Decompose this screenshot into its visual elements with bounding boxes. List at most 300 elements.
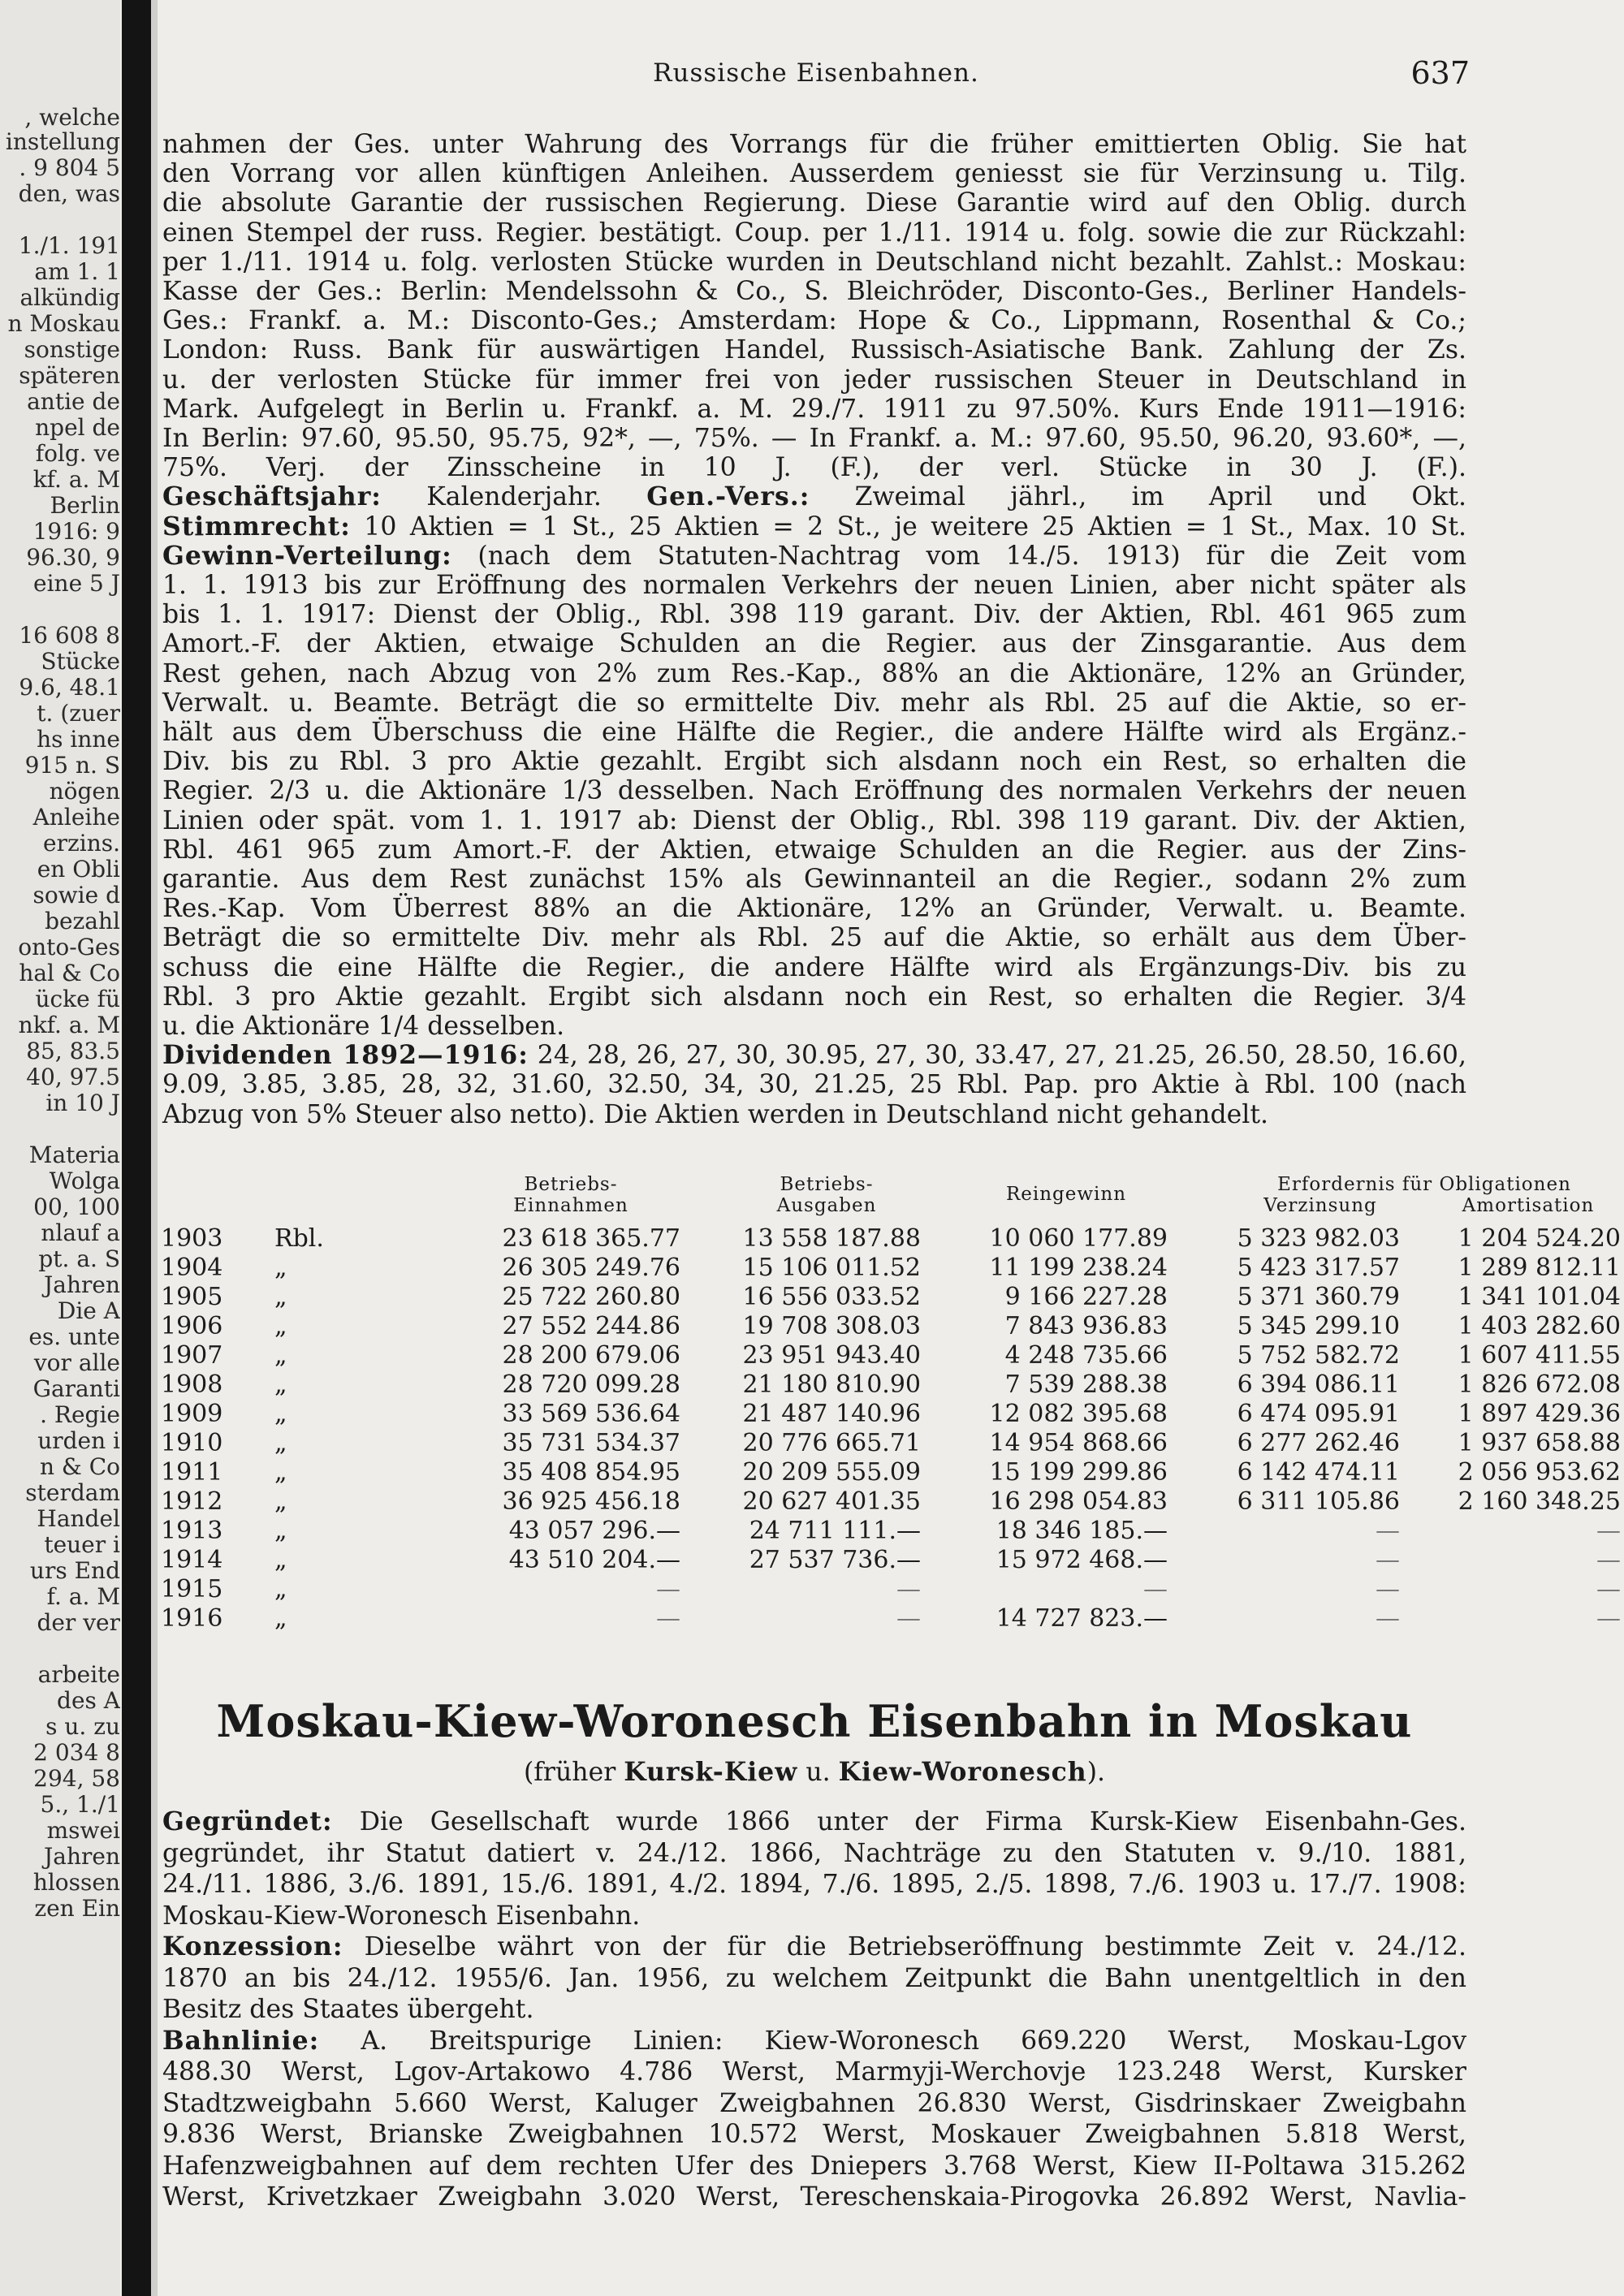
- table-cell-ausgaben: 20 776 665.71: [742, 1429, 921, 1457]
- table-cell-unit: „: [274, 1575, 287, 1603]
- line-text: 10 Aktien = 1 St., 25 Aktien = 2 St., je weitere 25 Aktien = 1 St., Max. 10 St.: [350, 511, 1466, 542]
- table-cell-ausgaben: 27 537 736.—: [749, 1546, 921, 1574]
- margin-fragment: instellung: [5, 128, 120, 155]
- table-cell-einnahmen: —: [656, 1575, 680, 1603]
- table-cell-year: 1903: [161, 1224, 223, 1253]
- table-row: [161, 1487, 1621, 1517]
- table-cell-verzinsung: 6 474 095.91: [1237, 1400, 1400, 1428]
- text-line: [162, 1041, 1466, 1070]
- line-text: Beträgt die so ermittelte Div. mehr als Rbl. 25 auf die Aktie, so erhält aus dem Über-: [162, 923, 1466, 953]
- line-text: Die Gesellschaft wurde 1866 unter der Firma Kursk-Kiew Eisenbahn-Ges.: [332, 1807, 1466, 1836]
- table-cell-amortisation: 1 897 429.36: [1458, 1400, 1621, 1428]
- section-title: Moskau-Kiew-Woronesch Eisenbahn in Moskau: [216, 1695, 1413, 1747]
- text-line: [162, 835, 1466, 865]
- line-text: Ges.: Frankf. a. M.: Disconto-Ges.; Amsterdam: Hope & Co., Lippmann, Rosenthal & Co.;: [162, 306, 1466, 336]
- table-cell-year: 1907: [161, 1341, 223, 1370]
- text-line: [162, 365, 1466, 395]
- table-cell-einnahmen: 27 552 244.86: [502, 1312, 680, 1340]
- line-text: Verwalt. u. Beamte. Beträgt die so ermittelte Div. mehr als Rbl. 25 auf die Aktie, so er-: [162, 688, 1466, 718]
- table-cell-reingewinn: —: [1143, 1575, 1168, 1603]
- line-text: Zweimal jährl., im April und Okt.: [810, 482, 1466, 512]
- margin-fragment: 294, 58: [33, 1765, 120, 1792]
- margin-fragment: folg. ve: [35, 440, 120, 467]
- line-text: Besitz des Staates übergeht.: [162, 1995, 534, 2024]
- text-line: [162, 482, 1466, 511]
- table-cell-unit: „: [274, 1604, 287, 1633]
- margin-fragment: bezahl: [45, 908, 120, 934]
- table-cell-reingewinn: 15 199 299.86: [989, 1458, 1168, 1487]
- table-cell-amortisation: —: [1596, 1575, 1621, 1603]
- margin-fragment: Garanti: [32, 1375, 120, 1402]
- table-cell-year: 1904: [161, 1254, 223, 1282]
- table-cell-reingewinn: 10 060 177.89: [989, 1224, 1168, 1253]
- line-text: garantie. Aus dem Rest zunächst 15% als Gewinnanteil an die Regier., sodann 2% zum: [162, 865, 1466, 894]
- text-line: [162, 776, 1466, 805]
- field-label: Gewinn-Verteilung:: [162, 540, 452, 571]
- margin-fragment: . 9 804 5: [19, 154, 120, 181]
- margin-fragment: t. (zuer: [37, 700, 120, 727]
- column-header-line: Amortisation: [1462, 1195, 1595, 1216]
- text-line: [162, 1100, 1466, 1129]
- table-cell-year: 1910: [161, 1429, 223, 1457]
- subtitle-bold: Kursk-Kiew: [624, 1757, 798, 1787]
- margin-fragment: f. a. M: [46, 1583, 120, 1610]
- text-line: [162, 424, 1466, 453]
- text-line: [162, 1995, 1466, 2024]
- line-text: Linien oder spät. vom 1. 1. 1917 ab: Dienst der Oblig., Rbl. 398 119 garant. Div. der Aktien,: [162, 805, 1466, 835]
- column-header-line: Reingewinn: [1005, 1184, 1127, 1205]
- field-label: Gen.-Vers.:: [646, 481, 810, 512]
- line-text: A. Breitspurige Linien: Kiew-Woronesch 669.220 Werst, Moskau-Lgov: [319, 2026, 1466, 2056]
- column-header: [1216, 1195, 1424, 1216]
- text-line: [162, 923, 1466, 952]
- column-group-label: Erfordernis für Obligationen: [1277, 1174, 1571, 1195]
- table-cell-unit: „: [274, 1400, 287, 1428]
- column-header-group: [1216, 1174, 1624, 1195]
- table-cell-year: 1909: [161, 1400, 223, 1428]
- table-cell-verzinsung: 6 311 105.86: [1237, 1487, 1400, 1516]
- text-line: [162, 1070, 1466, 1099]
- table-cell-einnahmen: 33 569 536.64: [502, 1400, 680, 1428]
- line-text: 75%. Verj. der Zinsscheine in 10 J. (F.), der verl. Stücke in 30 J. (F.).: [162, 453, 1466, 483]
- line-text: Moskau-Kiew-Woronesch Eisenbahn.: [162, 1901, 641, 1931]
- text-line: [162, 1012, 1466, 1041]
- margin-fragment: am 1. 1: [34, 258, 120, 285]
- text-line: [162, 248, 1466, 277]
- field-label: Gegründet:: [162, 1806, 333, 1836]
- table-cell-year: 1908: [161, 1370, 223, 1399]
- table-cell-amortisation: —: [1596, 1604, 1621, 1633]
- table-row: [161, 1429, 1621, 1458]
- text-line: [162, 1807, 1466, 1836]
- text-line: [162, 600, 1466, 629]
- margin-fragment: mswei: [46, 1817, 120, 1844]
- table-row: [161, 1575, 1621, 1604]
- line-text: Amort.-F. der Aktien, etwaige Schulden an die Regier. aus der Zinsgarantie. Aus dem: [162, 629, 1466, 659]
- table-cell-einnahmen: 43 057 296.—: [508, 1517, 680, 1545]
- column-header-line: Betriebs-: [524, 1174, 618, 1195]
- line-text: 9.836 Werst, Brianske Zweigbahnen 10.572 Werst, Moskauer Zweigbahnen 5.818 Werst,: [162, 2120, 1466, 2149]
- table-cell-unit: „: [274, 1429, 287, 1457]
- margin-fragment: 00, 100: [33, 1193, 120, 1220]
- column-header: [1424, 1195, 1624, 1216]
- table-cell-amortisation: 1 607 411.55: [1458, 1341, 1621, 1370]
- margin-fragment: späteren: [19, 362, 120, 389]
- table-row: [161, 1370, 1621, 1400]
- margin-fragment: , welche: [24, 104, 120, 131]
- table-cell-reingewinn: 12 082 395.68: [989, 1400, 1168, 1428]
- section-subtitle: [162, 1757, 1466, 1787]
- table-cell-ausgaben: 15 106 011.52: [742, 1254, 921, 1282]
- line-text: Rest gehen, nach Abzug von 2% zum Res.-Kap., 88% an die Aktionäre, 12% an Gründer,: [162, 658, 1466, 688]
- line-text: Regier. 2/3 u. die Aktionäre 1/3 desselben. Nach Eröffnung des normalen Verkehrs der neuen: [162, 776, 1466, 806]
- field-label: Stimmrecht:: [162, 511, 351, 542]
- margin-fragment: des A: [57, 1687, 120, 1714]
- table-cell-ausgaben: 21 180 810.90: [742, 1370, 921, 1399]
- margin-fragment: hlossen: [32, 1869, 120, 1896]
- table-cell-unit: „: [274, 1341, 287, 1370]
- text-line: [162, 1932, 1466, 1962]
- margin-fragment: alkündig: [19, 284, 120, 311]
- line-text: 488.30 Werst, Lgov-Artakowo 4.786 Werst, Marmyji-Werchovje 123.248 Werst, Kursker: [162, 2057, 1466, 2087]
- table-cell-einnahmen: 35 408 854.95: [502, 1458, 680, 1487]
- table-cell-unit: „: [274, 1254, 287, 1282]
- table-cell-reingewinn: 7 843 936.83: [1004, 1312, 1168, 1340]
- text-line: [162, 335, 1466, 365]
- table-cell-einnahmen: 25 722 260.80: [502, 1283, 680, 1311]
- subtitle-text: (früher: [523, 1758, 624, 1787]
- line-text: einen Stempel der russ. Regier. bestätigt. Coup. per 1./11. 1914 u. folg. sowie die zur Rückzahl:: [162, 218, 1466, 248]
- column-header-line: Verzinsung: [1263, 1195, 1377, 1216]
- line-text: 24./11. 1886, 3./6. 1891, 15./6. 1891, 4./2. 1894, 7./6. 1895, 2./5. 1898, 7./6. 1903 u. 17./7. 1908:: [162, 1870, 1466, 1899]
- table-cell-verzinsung: —: [1376, 1604, 1400, 1633]
- margin-fragment: Wolga: [49, 1167, 120, 1194]
- text-line: [162, 629, 1466, 658]
- book-gutter: [122, 0, 151, 2296]
- table-cell-verzinsung: 5 371 360.79: [1237, 1283, 1400, 1311]
- table-cell-year: 1905: [161, 1283, 223, 1311]
- table-cell-reingewinn: 7 539 288.38: [1004, 1370, 1168, 1399]
- table-cell-verzinsung: 6 277 262.46: [1237, 1429, 1400, 1457]
- margin-fragment: 16 608 8: [19, 622, 120, 649]
- line-text: Hafenzweigbahnen auf dem rechten Ufer des Dniepers 3.768 Werst, Kiew II-Poltawa 315.262: [162, 2151, 1466, 2181]
- margin-fragment: 9.6, 48.1: [19, 674, 120, 701]
- table-cell-unit: „: [274, 1283, 287, 1311]
- table-cell-ausgaben: 13 558 187.88: [742, 1224, 921, 1253]
- text-line: [162, 571, 1466, 600]
- column-header: [965, 1184, 1168, 1205]
- table-cell-reingewinn: 14 954 868.66: [989, 1429, 1168, 1457]
- running-head: [162, 55, 1470, 91]
- margin-fragment: sterdam: [25, 1479, 120, 1506]
- table-cell-verzinsung: —: [1376, 1546, 1400, 1574]
- line-text: Div. bis zu Rbl. 3 pro Aktie gezahlt. Ergibt sich alsdann noch ein Rest, so erhalten die: [162, 747, 1466, 777]
- table-row: [161, 1312, 1621, 1341]
- table-cell-reingewinn: 18 346 185.—: [996, 1517, 1168, 1545]
- margin-fragment: 1916: 9: [32, 518, 120, 545]
- table-row: [161, 1341, 1621, 1370]
- table-cell-ausgaben: —: [896, 1575, 921, 1603]
- text-line: [162, 159, 1466, 188]
- line-text: bis 1. 1. 1917: Dienst der Oblig., Rbl. 398 119 garant. Div. der Aktien, Rbl. 461 965 zum: [162, 600, 1466, 630]
- table-cell-amortisation: 1 826 672.08: [1458, 1370, 1621, 1399]
- column-header-line: Einnahmen: [513, 1195, 628, 1216]
- margin-fragment: antie de: [27, 388, 120, 415]
- margin-fragment: den, was: [18, 180, 120, 207]
- table-cell-unit: „: [274, 1546, 287, 1574]
- margin-fragment: 5., 1./1: [40, 1791, 120, 1818]
- subtitle-bold: Kiew-Woronesch: [838, 1757, 1087, 1787]
- margin-fragment: npel de: [35, 414, 120, 441]
- text-line: [162, 718, 1466, 747]
- margin-fragment: hal & Co: [19, 960, 120, 986]
- margin-fragment: Handel: [37, 1505, 120, 1532]
- table-cell-amortisation: 2 160 348.25: [1458, 1487, 1621, 1516]
- margin-fragment: Jahren: [44, 1271, 120, 1298]
- margin-fragment: in 10 J: [45, 1090, 120, 1116]
- margin-fragment: arbeite: [37, 1661, 120, 1688]
- table-cell-year: 1913: [161, 1517, 223, 1545]
- table-cell-unit: „: [274, 1487, 287, 1516]
- table-cell-einnahmen: 28 200 679.06: [502, 1341, 680, 1370]
- margin-fragment: vor alle: [33, 1349, 120, 1376]
- margin-fragment: n & Co: [39, 1453, 120, 1480]
- field-label: Dividenden 1892—1916:: [162, 1040, 529, 1071]
- margin-fragment: Die A: [57, 1297, 120, 1324]
- line-text: Dieselbe währt von der für die Betriebseröffnung bestimmte Zeit v. 24./12.: [343, 1932, 1466, 1962]
- text-line: [162, 747, 1466, 776]
- book-gutter-edge: [151, 0, 158, 2296]
- margin-fragment: 40, 97.5: [26, 1064, 120, 1090]
- margin-fragment: erzins.: [43, 830, 120, 857]
- text-line: [162, 2120, 1466, 2149]
- table-row: [161, 1283, 1621, 1312]
- line-text: 1870 an bis 24./12. 1955/6. Jan. 1956, zu welchem Zeitpunkt die Bahn unentgeltlich in den: [162, 1963, 1466, 1993]
- margin-fragment: pt. a. S: [38, 1245, 120, 1272]
- table-row: [161, 1546, 1621, 1575]
- table-cell-reingewinn: 4 248 735.66: [1004, 1341, 1168, 1370]
- margin-fragment: Berlin: [50, 492, 120, 519]
- margin-fragment: zen Ein: [34, 1895, 120, 1922]
- text-line: [162, 865, 1466, 894]
- margin-fragment: 85, 83.5: [26, 1038, 120, 1064]
- table-row: [161, 1604, 1621, 1634]
- table-row: [161, 1458, 1621, 1487]
- line-text: hält aus dem Überschuss die eine Hälfte die Regier., die andere Hälfte wird als Ergänz.-: [162, 718, 1466, 747]
- text-line: [162, 688, 1466, 718]
- text-line: [162, 1964, 1466, 1993]
- margin-fragment: 2 034 8: [33, 1739, 120, 1766]
- table-cell-unit: „: [274, 1370, 287, 1399]
- table-row: [161, 1224, 1621, 1254]
- margin-fragment: eine 5 J: [33, 570, 120, 597]
- text-line: [162, 1870, 1466, 1899]
- text-line: [162, 395, 1466, 424]
- table-cell-amortisation: 1 289 812.11: [1458, 1254, 1621, 1282]
- margin-fragment: urs End: [29, 1557, 120, 1584]
- table-cell-einnahmen: 26 305 249.76: [502, 1254, 680, 1282]
- table-cell-verzinsung: 5 345 299.10: [1237, 1312, 1400, 1340]
- line-text: u. die Aktionäre 1/4 desselben.: [162, 1012, 565, 1041]
- column-header: [729, 1174, 924, 1216]
- table-cell-amortisation: —: [1596, 1546, 1621, 1574]
- text-line: [162, 953, 1466, 982]
- line-text: 1. 1. 1913 bis zur Eröffnung des normalen Verkehrs der neuen Linien, aber nicht später als: [162, 571, 1466, 600]
- margin-fragment: kf. a. M: [32, 466, 120, 493]
- line-text: In Berlin: 97.60, 95.50, 95.75, 92*, —, 75%. — In Frankf. a. M.: 97.60, 95.50, 96.20, 93.60*, —,: [162, 424, 1466, 453]
- table-row: [161, 1254, 1621, 1283]
- text-line: [162, 2182, 1466, 2212]
- text-line: [162, 512, 1466, 542]
- text-line: [162, 2151, 1466, 2181]
- running-head-title: Russische Eisenbahnen.: [653, 58, 979, 88]
- table-cell-verzinsung: 6 142 474.11: [1237, 1458, 1400, 1487]
- table-cell-ausgaben: 24 711 111.—: [749, 1517, 921, 1545]
- column-header: [461, 1174, 680, 1216]
- line-text: 9.09, 3.85, 3.85, 28, 32, 31.60, 32.50, 34, 30, 21.25, 25 Rbl. Pap. pro Aktie à Rbl. 100 (nach: [162, 1070, 1466, 1100]
- text-line: [162, 2057, 1466, 2087]
- table-cell-einnahmen: 35 731 534.37: [502, 1429, 680, 1457]
- text-line: [162, 130, 1466, 159]
- text-line: [162, 659, 1466, 688]
- line-text: Stadtzweigbahn 5.660 Werst, Kaluger Zweigbahnen 26.830 Werst, Gisdrinskaer Zweigbahn: [162, 2088, 1466, 2118]
- margin-fragment: onto-Ges: [18, 934, 120, 960]
- line-text: Abzug von 5% Steuer also netto). Die Aktien werden in Deutschland nicht gehandelt.: [162, 1099, 1268, 1129]
- table-cell-year: 1914: [161, 1546, 223, 1574]
- table-cell-einnahmen: 23 618 365.77: [502, 1224, 680, 1253]
- margin-fragment: en Obli: [37, 856, 120, 883]
- table-cell-year: 1906: [161, 1312, 223, 1340]
- table-cell-reingewinn: 9 166 227.28: [1004, 1283, 1168, 1311]
- field-label: Geschäftsjahr:: [162, 481, 382, 512]
- table-cell-ausgaben: 20 627 401.35: [742, 1487, 921, 1516]
- margin-fragment: Jahren: [44, 1843, 120, 1870]
- table-cell-amortisation: 1 403 282.60: [1458, 1312, 1621, 1340]
- field-label: Bahnlinie:: [162, 2025, 320, 2056]
- margin-fragment: 915 n. S: [24, 752, 120, 779]
- table-row: [161, 1400, 1621, 1429]
- table-cell-einnahmen: 43 510 204.—: [508, 1546, 680, 1574]
- table-cell-ausgaben: 23 951 943.40: [742, 1341, 921, 1370]
- table-cell-amortisation: 1 341 101.04: [1458, 1283, 1621, 1311]
- text-line: [162, 806, 1466, 835]
- table-cell-einnahmen: 36 925 456.18: [502, 1487, 680, 1516]
- page-number: 637: [1410, 55, 1470, 91]
- table-cell-verzinsung: 5 423 317.57: [1237, 1254, 1400, 1282]
- text-line: [162, 2089, 1466, 2118]
- margin-fragment: teuer i: [44, 1531, 120, 1558]
- margin-fragment: 1./1. 191: [18, 232, 120, 259]
- margin-fragment: hs inne: [37, 726, 120, 753]
- margin-fragment: nögen: [49, 778, 120, 805]
- table-cell-unit: „: [274, 1312, 287, 1340]
- subtitle-text: u.: [797, 1758, 839, 1787]
- table-cell-einnahmen: —: [656, 1604, 680, 1633]
- text-line: [162, 1901, 1466, 1931]
- margin-fragment: s u. zu: [45, 1713, 120, 1740]
- table-cell-verzinsung: —: [1376, 1517, 1400, 1545]
- margin-fragment: urden i: [37, 1427, 120, 1454]
- table-cell-year: 1916: [161, 1604, 223, 1633]
- line-text: Mark. Aufgelegt in Berlin u. Frankf. a. M. 29./7. 1911 zu 97.50%. Kurs Ende 1911—1916:: [162, 394, 1466, 424]
- margin-fragment: sonstige: [24, 336, 120, 363]
- table-cell-unit: „: [274, 1458, 287, 1487]
- line-text: Kalenderjahr.: [381, 482, 647, 512]
- line-text: Rbl. 3 pro Aktie gezahlt. Ergibt sich alsdann noch ein Rest, so erhalten die Regier. 3/4: [162, 982, 1466, 1012]
- margin-fragment: 96.30, 9: [26, 544, 120, 571]
- table-cell-amortisation: 2 056 953.62: [1458, 1458, 1621, 1487]
- column-header-line: Ausgaben: [776, 1195, 877, 1216]
- text-line: [162, 453, 1466, 482]
- line-text: Kasse der Ges.: Berlin: Mendelssohn & Co., S. Bleichröder, Disconto-Ges., Berliner Handels-: [162, 277, 1466, 306]
- table-cell-verzinsung: 5 323 982.03: [1237, 1224, 1400, 1253]
- line-text: Rbl. 461 965 zum Amort.-F. der Aktien, etwaige Schulden an die Regier. aus der Zins-: [162, 835, 1466, 865]
- margin-fragment: Materia: [28, 1142, 120, 1168]
- line-text: 24, 28, 26, 27, 30, 30.95, 27, 30, 33.47, 27, 21.25, 26.50, 28.50, 16.60,: [528, 1041, 1466, 1071]
- line-text: Res.-Kap. Vom Überrest 88% an die Aktionäre, 12% an Gründer, Verwalt. u. Beamte.: [162, 894, 1466, 924]
- table-cell-year: 1912: [161, 1487, 223, 1516]
- margin-fragment: es. unte: [28, 1323, 120, 1350]
- text-line: [162, 218, 1466, 248]
- text-line: [162, 2026, 1466, 2056]
- column-header-line: Betriebs-: [780, 1174, 874, 1195]
- table-cell-reingewinn: 11 199 238.24: [989, 1254, 1168, 1282]
- margin-fragment: Anleihe: [32, 804, 120, 831]
- text-line: [162, 277, 1466, 306]
- text-line: [162, 894, 1466, 923]
- table-cell-ausgaben: 16 556 033.52: [742, 1283, 921, 1311]
- table-cell-verzinsung: 5 752 582.72: [1237, 1341, 1400, 1370]
- table-cell-reingewinn: 14 727 823.—: [996, 1604, 1168, 1633]
- text-line: [162, 982, 1466, 1012]
- text-line: [162, 1839, 1466, 1868]
- table-cell-reingewinn: 16 298 054.83: [989, 1487, 1168, 1516]
- table-cell-verzinsung: 6 394 086.11: [1237, 1370, 1400, 1399]
- margin-fragment: der ver: [37, 1609, 120, 1636]
- table-cell-amortisation: —: [1596, 1517, 1621, 1545]
- table-cell-reingewinn: 15 972 468.—: [996, 1546, 1168, 1574]
- text-line: [162, 306, 1466, 335]
- line-text: Werst, Krivetzkaer Zweigbahn 3.020 Werst, Tereschenskaia-Pirogovka 26.892 Werst, Navlia-: [162, 2182, 1466, 2212]
- line-text: schuss die eine Hälfte die Regier., die andere Hälfte wird als Ergänzungs-Div. bis zu: [162, 952, 1466, 982]
- line-text: gegründet, ihr Statut datiert v. 24./12. 1866, Nachträge zu den Statuten v. 9./10. 1881,: [162, 1838, 1466, 1868]
- line-text: nahmen der Ges. unter Wahrung des Vorrangs für die früher emittierten Oblig. Sie hat: [162, 130, 1466, 159]
- line-text: London: Russ. Bank für auswärtigen Handel, Russisch-Asiatische Bank. Zahlung der Zs.: [162, 335, 1466, 365]
- table-cell-einnahmen: 28 720 099.28: [502, 1370, 680, 1399]
- table-cell-ausgaben: —: [896, 1604, 921, 1633]
- table-cell-amortisation: 1 937 658.88: [1458, 1429, 1621, 1457]
- field-label: Konzession:: [162, 1931, 343, 1962]
- line-text: per 1./11. 1914 u. folg. verlosten Stücke wurden in Deutschland nicht bezahlt. Zahlst.: Moskau:: [162, 247, 1466, 277]
- line-text: die absolute Garantie der russischen Regierung. Diese Garantie wird auf den Oblig. durch: [162, 188, 1466, 218]
- table-cell-year: 1915: [161, 1575, 223, 1603]
- subtitle-text: ).: [1086, 1758, 1106, 1787]
- margin-fragment: nkf. a. M: [18, 1012, 120, 1038]
- text-line: [162, 542, 1466, 571]
- table-cell-unit: „: [274, 1517, 287, 1545]
- margin-fragment: n Moskau: [7, 310, 120, 337]
- margin-fragment: . Regie: [40, 1401, 120, 1428]
- adjacent-page-fragment: [0, 0, 120, 2296]
- margin-fragment: sowie d: [32, 882, 120, 908]
- table-cell-ausgaben: 21 487 140.96: [742, 1400, 921, 1428]
- margin-fragment: nlauf a: [41, 1219, 120, 1246]
- line-text: den Vorrang vor allen künftigen Anleihen. Ausserdem geniesst sie für Verzinsung u. Tilg.: [162, 159, 1466, 189]
- table-cell-unit: Rbl.: [274, 1224, 324, 1253]
- table-row: [161, 1517, 1621, 1546]
- line-text: u. der verlosten Stücke für immer frei von jeder russischen Steuer in Deutschland in: [162, 365, 1466, 395]
- table-cell-year: 1911: [161, 1458, 223, 1487]
